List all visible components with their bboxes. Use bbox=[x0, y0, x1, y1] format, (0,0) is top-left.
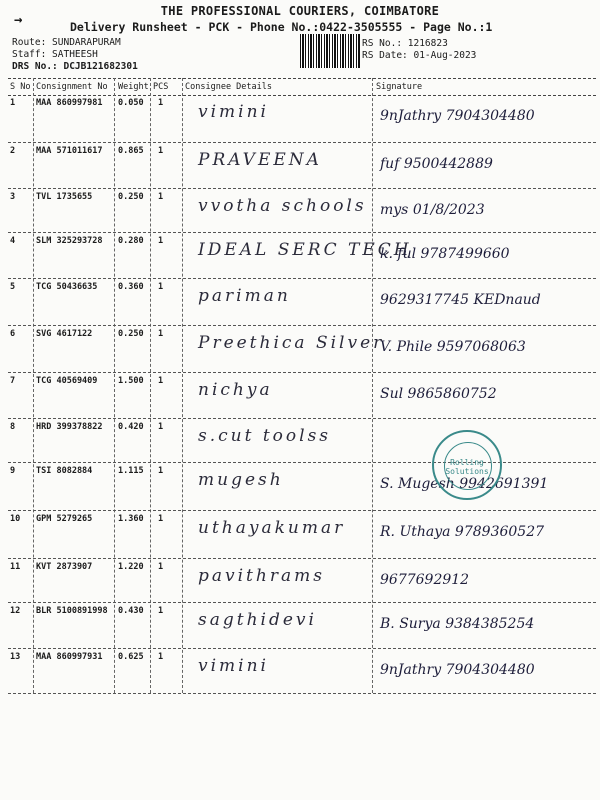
row-sno: 8 bbox=[10, 422, 16, 432]
row-consignee-name: vvotha schools bbox=[198, 196, 367, 216]
row-consignee-name: Preethica Silver bbox=[198, 333, 385, 353]
row-weight: 0.625 bbox=[118, 652, 144, 662]
row-weight: 0.050 bbox=[118, 98, 144, 108]
row-sno: 4 bbox=[10, 236, 16, 246]
table-row bbox=[8, 188, 596, 233]
rs-date: RS Date: 01-Aug-2023 bbox=[362, 50, 477, 61]
col-signature: Signature bbox=[376, 82, 423, 92]
table-row bbox=[8, 510, 596, 559]
row-consignee-name: nichya bbox=[198, 380, 273, 400]
row-consignment-no: TCG 40569409 bbox=[36, 376, 98, 386]
row-sno: 2 bbox=[10, 146, 16, 156]
row-signature: S. Mugesh 9942691391 bbox=[380, 476, 549, 492]
row-signature: k. ful 9787499660 bbox=[380, 246, 510, 262]
row-signature: B. Surya 9384385254 bbox=[380, 616, 535, 632]
row-sno: 11 bbox=[10, 562, 21, 572]
row-signature: V. Phile 9597068063 bbox=[380, 339, 526, 355]
row-pcs: 1 bbox=[158, 422, 164, 432]
row-signature: 9677692912 bbox=[380, 572, 470, 588]
row-pcs: 1 bbox=[158, 329, 164, 339]
table-row bbox=[8, 462, 596, 511]
row-consignment-no: SVG 4617122 bbox=[36, 329, 93, 339]
barcode bbox=[300, 34, 360, 68]
row-consignee-name: uthayakumar bbox=[198, 518, 346, 538]
row-pcs: 1 bbox=[158, 606, 164, 616]
row-signature: 9nJathry 7904304480 bbox=[380, 662, 535, 678]
route-label: Route: SUNDARAPURAM bbox=[12, 37, 121, 48]
row-weight: 0.430 bbox=[118, 606, 144, 616]
table-row bbox=[8, 648, 596, 694]
drs-number: DRS No.: DCJB121682301 bbox=[12, 61, 138, 72]
row-weight: 1.220 bbox=[118, 562, 144, 572]
row-consignee-name: pavithrams bbox=[198, 566, 325, 586]
row-weight: 0.360 bbox=[118, 282, 144, 292]
table-row bbox=[8, 94, 596, 143]
row-weight: 0.420 bbox=[118, 422, 144, 432]
row-consignee-name: pariman bbox=[198, 286, 291, 306]
table-row bbox=[8, 278, 596, 326]
table-row bbox=[8, 558, 596, 603]
row-pcs: 1 bbox=[158, 466, 164, 476]
row-consignee-name: IDEAL SERC TECH bbox=[198, 240, 412, 260]
row-signature: Sul 9865860752 bbox=[380, 386, 497, 402]
row-consignment-no: MAA 571011617 bbox=[36, 146, 103, 156]
row-weight: 1.115 bbox=[118, 466, 144, 476]
row-consignment-no: MAA 860997981 bbox=[36, 98, 103, 108]
row-consignment-no: TSI 8082884 bbox=[36, 466, 93, 476]
row-sno: 3 bbox=[10, 192, 16, 202]
row-sno: 5 bbox=[10, 282, 16, 292]
row-sno: 10 bbox=[10, 514, 21, 524]
row-sno: 7 bbox=[10, 376, 16, 386]
col-consignment: Consignment No bbox=[36, 82, 108, 92]
row-sno: 13 bbox=[10, 652, 21, 662]
row-consignee-name: vimini bbox=[198, 102, 269, 122]
table-row bbox=[8, 372, 596, 419]
col-pcs: PCS bbox=[153, 82, 169, 92]
row-signature: mys 01/8/2023 bbox=[380, 202, 485, 218]
row-consignment-no: KVT 2873907 bbox=[36, 562, 93, 572]
row-pcs: 1 bbox=[158, 376, 164, 386]
row-pcs: 1 bbox=[158, 562, 164, 572]
scan-mark-icon: → bbox=[14, 12, 23, 28]
row-consignment-no: HRD 399378822 bbox=[36, 422, 103, 432]
row-pcs: 1 bbox=[158, 236, 164, 246]
row-sno: 12 bbox=[10, 606, 21, 616]
col-weight: Weight bbox=[118, 82, 149, 92]
row-pcs: 1 bbox=[158, 98, 164, 108]
row-weight: 1.500 bbox=[118, 376, 144, 386]
row-sno: 6 bbox=[10, 329, 16, 339]
row-weight: 0.865 bbox=[118, 146, 144, 156]
col-consignee: Consignee Details bbox=[185, 82, 272, 92]
row-consignment-no: TCG 50436635 bbox=[36, 282, 98, 292]
row-consignee-name: s.cut toolss bbox=[198, 426, 332, 446]
row-weight: 0.250 bbox=[118, 192, 144, 202]
stamp-ring bbox=[444, 442, 492, 490]
row-signature: R. Uthaya 9789360527 bbox=[380, 524, 545, 540]
row-weight: 0.250 bbox=[118, 329, 144, 339]
rs-number: RS No.: 1216823 bbox=[362, 38, 448, 49]
row-pcs: 1 bbox=[158, 146, 164, 156]
row-signature: 9629317745 KEDnaud bbox=[380, 292, 541, 308]
row-weight: 1.360 bbox=[118, 514, 144, 524]
row-pcs: 1 bbox=[158, 192, 164, 202]
row-consignee-name: PRAVEENA bbox=[198, 150, 322, 170]
row-consignee-name: vimini bbox=[198, 656, 269, 676]
row-pcs: 1 bbox=[158, 652, 164, 662]
document-subtitle: Delivery Runsheet - PCK - Phone No.:0422-3505555 - Page No.:1 bbox=[70, 20, 493, 34]
row-consignee-name: mugesh bbox=[198, 470, 284, 490]
staff-label: Staff: SATHEESH bbox=[12, 49, 98, 60]
document-title: THE PROFESSIONAL COURIERS, COIMBATORE bbox=[160, 4, 440, 18]
table-row bbox=[8, 602, 596, 649]
row-consignment-no: MAA 860997931 bbox=[36, 652, 103, 662]
row-signature: fuf 9500442889 bbox=[380, 156, 493, 172]
row-sno: 9 bbox=[10, 466, 16, 476]
row-sno: 1 bbox=[10, 98, 16, 108]
table-row bbox=[8, 325, 596, 373]
row-weight: 0.280 bbox=[118, 236, 144, 246]
table-row bbox=[8, 232, 596, 279]
row-signature: 9nJathry 7904304480 bbox=[380, 108, 535, 124]
row-pcs: 1 bbox=[158, 282, 164, 292]
col-sno: S No bbox=[10, 82, 31, 92]
row-consignee-name: sagthidevi bbox=[198, 610, 317, 630]
row-consignment-no: GPM 5279265 bbox=[36, 514, 93, 524]
row-pcs: 1 bbox=[158, 514, 164, 524]
stamp-text: Rolling Solutions bbox=[445, 458, 489, 476]
row-consignment-no: SLM 325293728 bbox=[36, 236, 103, 246]
row-consignment-no: TVL 1735655 bbox=[36, 192, 93, 202]
table-row bbox=[8, 418, 596, 463]
row-consignment-no: BLR 5100891998 bbox=[36, 606, 108, 616]
rubber-stamp bbox=[432, 430, 502, 500]
table-row bbox=[8, 142, 596, 189]
